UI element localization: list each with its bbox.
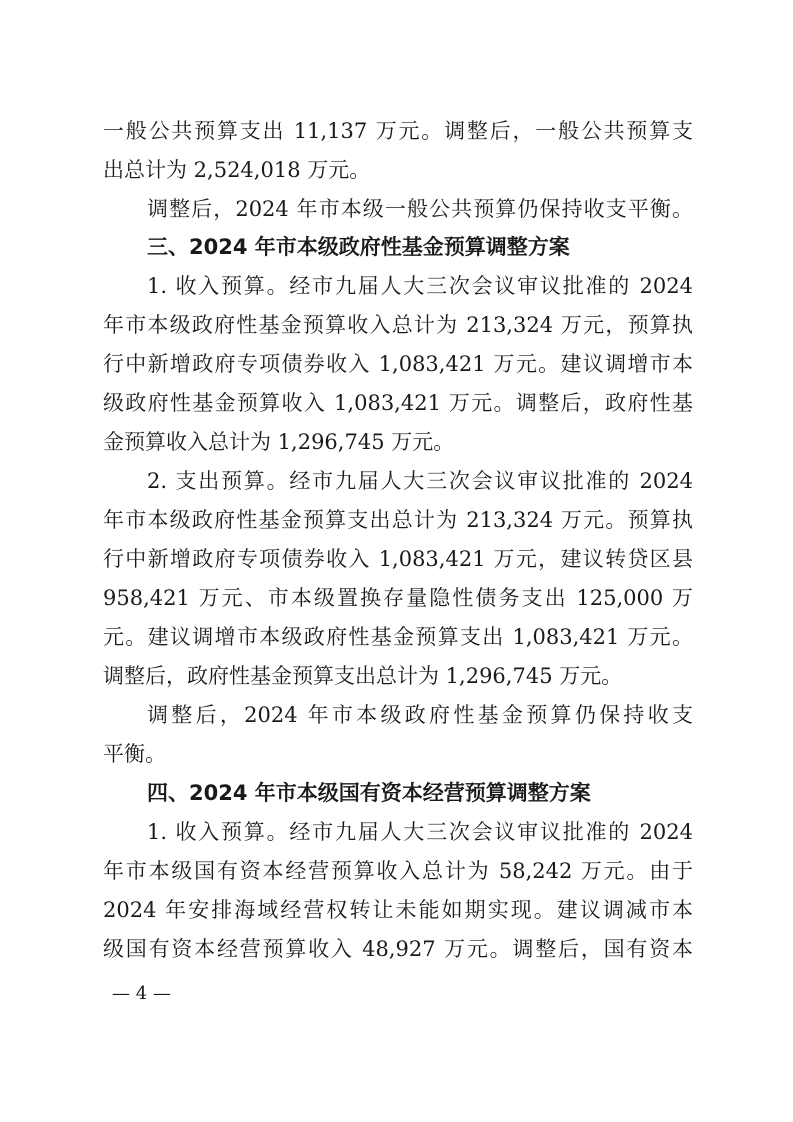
paragraph-line: 958,421 万元、市本级置换存量隐性债务支出 125,000 万 <box>103 586 693 610</box>
paragraph-line: 级政府性基金预算收入 1,083,421 万元。调整后，政府性基 <box>103 391 693 415</box>
paragraph-line: 一般公共预算支出 11,137 万元。调整后，一般公共预算支 <box>103 119 693 143</box>
paragraph-line: 年市本级国有资本经营预算收入总计为 58,242 万元。由于 <box>103 859 693 883</box>
paragraph-line: 年市本级政府性基金预算收入总计为 213,324 万元，预算执 <box>103 313 693 337</box>
paragraph-line: 行中新增政府专项债券收入 1,083,421 万元。建议调增市本 <box>103 352 693 376</box>
paragraph-line: 元。建议调增市本级政府性基金预算支出 1,083,421 万元。 <box>103 625 693 649</box>
paragraph-line: 1. 收入预算。经市九届人大三次会议审议批准的 2024 <box>147 820 693 844</box>
page-number: — 4 — <box>112 983 171 1004</box>
paragraph-line: 出总计为 2,524,018 万元。 <box>103 158 371 182</box>
paragraph-line: 1. 收入预算。经市九届人大三次会议审议批准的 2024 <box>147 274 693 298</box>
paragraph-line: 调整后，2024 年市本级政府性基金预算仍保持收支 <box>147 703 693 727</box>
paragraph-line: 2024 年安排海域经营权转让未能如期实现。建议调减市本 <box>103 898 693 922</box>
paragraph-line: 调整后，2024 年市本级一般公共预算仍保持收支平衡。 <box>147 197 693 221</box>
paragraph-line: 平衡。 <box>103 742 166 766</box>
paragraph-line: 2. 支出预算。经市九届人大三次会议审议批准的 2024 <box>147 469 693 493</box>
paragraph-line: 行中新增政府专项债券收入 1,083,421 万元，建议转贷区县 <box>103 547 693 571</box>
paragraph-line: 调整后，政府性基金预算支出总计为 1,296,745 万元。 <box>103 664 623 688</box>
paragraph-line: 年市本级政府性基金预算支出总计为 213,324 万元。预算执 <box>103 508 693 532</box>
section-heading: 四、2024 年市本级国有资本经营预算调整方案 <box>147 781 591 805</box>
paragraph-line: 级国有资本经营预算收入 48,927 万元。调整后，国有资本 <box>103 937 693 961</box>
paragraph-line: 金预算收入总计为 1,296,745 万元。 <box>103 430 455 454</box>
section-heading: 三、2024 年市本级政府性基金预算调整方案 <box>147 235 570 259</box>
